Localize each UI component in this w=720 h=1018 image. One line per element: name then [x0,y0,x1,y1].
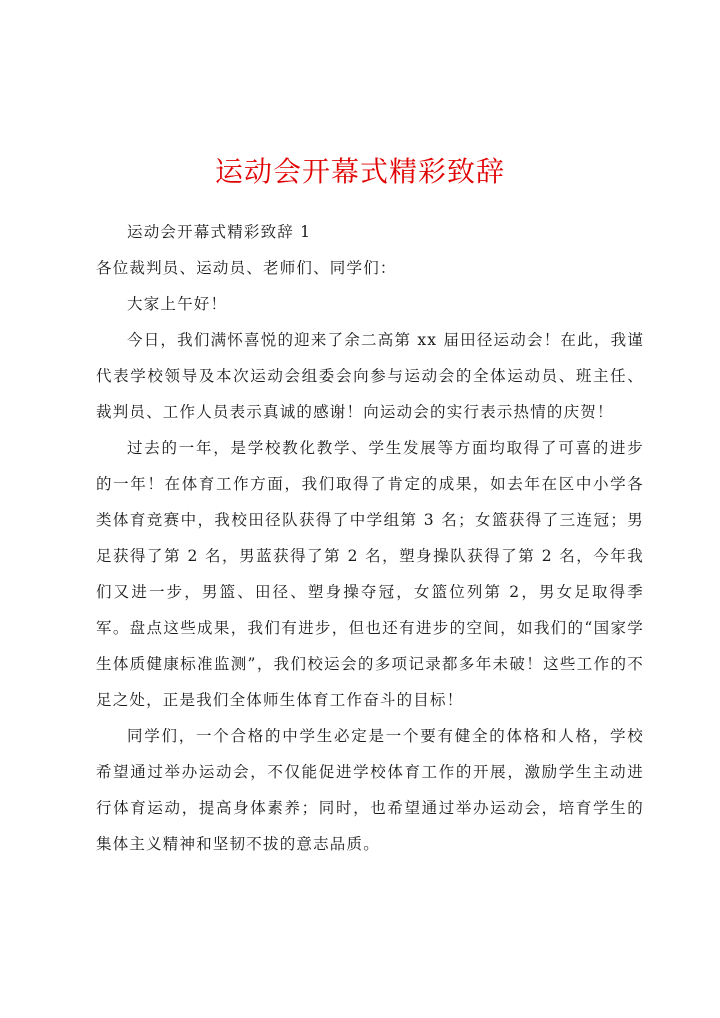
paragraph-1: 今日，我们满怀喜悦的迎来了余二高第 xx 届田径运动会！在此，我谨代表学校领导及本次运动会组委会向参与运动会的全体运动员、班主任、裁判员、工作人员表示真诚的感谢！向运动会的实行表示热情的庆贺！ [96,331,644,421]
salutation: 各位裁判员、运动员、老师们、同学们： [96,259,397,277]
document-body [96,214,644,862]
paragraph-2: 过去的一年，是学校教化教学、学生发展等方面均取得了可喜的进步的一年！在体育工作方面，我们取得了肯定的成果，如去年在区中小学各类体育竞赛中，我校田径队获得了中学组第 3 名；女篮获得了三连冠；男足获得了第 2 名，男蓝获得了第 2 名，塑身操队获得了第 2 名，今年我们又进一步，男篮、田径、塑身操夺冠，女篮位列第 2，男女足取得季军。盘点这些成果，我们有进步，但也还有进步的空间，如我们的“国家学生体质健康标准监测”，我们校运会的多项记录都多年未破！这些工作的不足之处，正是我们全体师生体育工作奋斗的目标！ [96,439,644,709]
greeting: 大家上午好！ [127,295,228,313]
document-title: 运动会开幕式精彩致辞 [214,155,505,188]
paragraph-3: 同学们，一个合格的中学生必定是一个要有健全的体格和人格，学校希望通过举办运动会，不仅能促进学校体育工作的开展，激励学生主动进行体育运动，提高身体素养；同时，也希望通过举办运动会，培育学生的集体主义精神和坚韧不拔的意志品质。 [96,727,644,853]
document-subtitle: 运动会开幕式精彩致辞 1 [127,223,312,241]
